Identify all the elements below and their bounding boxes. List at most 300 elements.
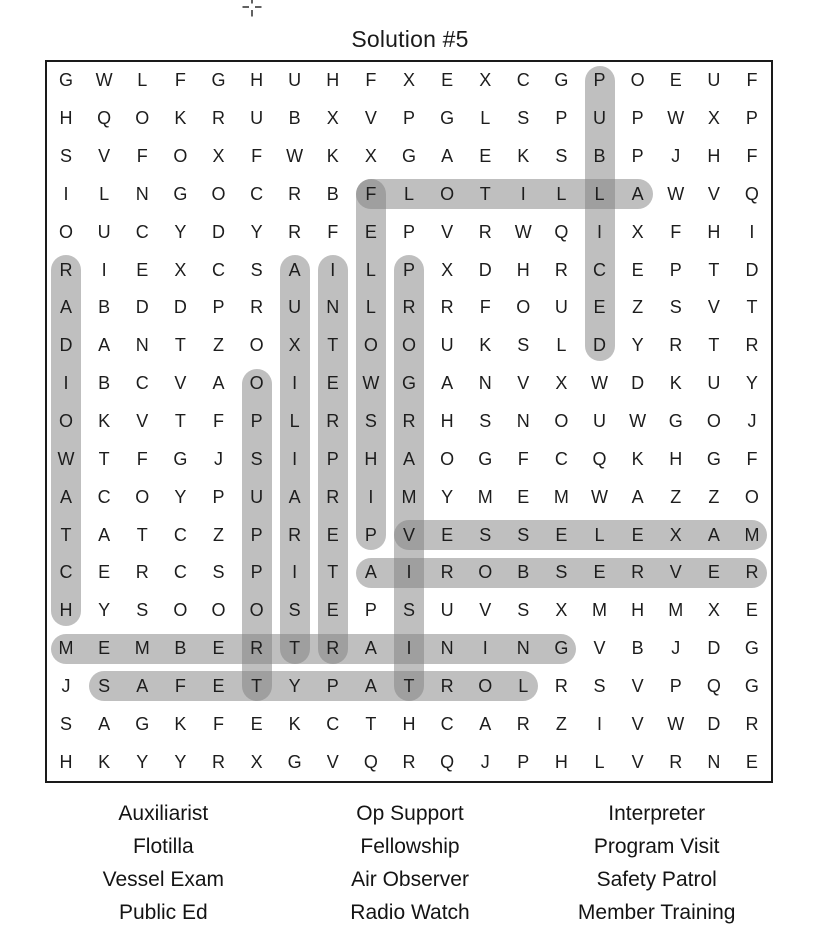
- grid-cell: A: [631, 183, 644, 204]
- grid-cell: A: [441, 373, 454, 394]
- grid-cell: R: [745, 562, 759, 583]
- grid-cell: T: [289, 638, 301, 659]
- grid-cell: R: [288, 221, 302, 242]
- grid-cell: E: [326, 373, 339, 394]
- grid-cell: M: [553, 486, 569, 507]
- grid-cell: O: [59, 410, 74, 431]
- grid-cell: V: [364, 108, 377, 129]
- grid-cell: F: [251, 146, 263, 167]
- grid-cell: W: [667, 183, 685, 204]
- grid-cell: P: [669, 259, 682, 280]
- grid-cell: E: [631, 524, 644, 545]
- grid-cell: V: [517, 373, 530, 394]
- grid-cell: G: [401, 373, 416, 394]
- grid-cell: G: [287, 751, 302, 772]
- grid-cell: X: [707, 108, 720, 129]
- grid-cell: V: [593, 638, 606, 659]
- grid-cell: J: [480, 751, 490, 772]
- grid-cell: R: [326, 486, 340, 507]
- grid-cell: E: [479, 146, 492, 167]
- grid-cell: G: [211, 70, 226, 91]
- grid-cell: F: [517, 448, 529, 469]
- grid-cell: H: [59, 600, 73, 621]
- grid-cell: P: [326, 675, 339, 696]
- grid-cell: U: [97, 221, 111, 242]
- grid-cell: P: [212, 297, 225, 318]
- word-list-item: Auxiliarist: [118, 802, 209, 825]
- grid-cell: O: [630, 70, 645, 91]
- grid-cell: S: [517, 108, 530, 129]
- grid-cell: A: [212, 373, 225, 394]
- grid-cell: F: [136, 448, 148, 469]
- grid-cell: S: [517, 600, 530, 621]
- grid-cell: X: [479, 70, 492, 91]
- grid-cell: O: [363, 335, 378, 356]
- grid-cell: H: [326, 70, 340, 91]
- grid-cell: D: [707, 713, 721, 734]
- grid-cell: U: [707, 70, 721, 91]
- grid-cell: E: [669, 70, 682, 91]
- grid-cell: F: [174, 70, 186, 91]
- grid-cell: K: [669, 373, 682, 394]
- word-list: [40, 797, 780, 929]
- grid-cell: O: [440, 448, 455, 469]
- grid-cell: C: [250, 183, 264, 204]
- grid-cell: X: [402, 70, 415, 91]
- grid-cell: G: [478, 448, 493, 469]
- grid-cell: V: [707, 183, 720, 204]
- grid-cell: X: [174, 259, 187, 280]
- grid-cell: P: [364, 600, 377, 621]
- grid-cell: N: [478, 373, 492, 394]
- grid-cell: D: [135, 297, 149, 318]
- grid-cell: T: [746, 297, 758, 318]
- grid-cell: C: [135, 221, 149, 242]
- grid-cell: G: [554, 70, 569, 91]
- grid-cell: X: [707, 600, 720, 621]
- grid-cell: R: [135, 562, 149, 583]
- grid-cell: H: [669, 448, 683, 469]
- grid-cell: M: [744, 524, 760, 545]
- grid-cell: I: [330, 259, 336, 280]
- grid-cell: V: [326, 751, 339, 772]
- grid-cell: G: [554, 638, 569, 659]
- grid-cell: L: [99, 183, 110, 204]
- grid-cell: O: [173, 146, 188, 167]
- grid-cell: O: [706, 410, 721, 431]
- grid-cell: N: [440, 638, 454, 659]
- grid-cell: Z: [212, 524, 224, 545]
- grid-cell: L: [480, 108, 491, 129]
- grid-cell: I: [292, 373, 298, 394]
- grid-cell: V: [98, 146, 111, 167]
- grid-cell: D: [631, 373, 645, 394]
- grid-cell: T: [479, 183, 491, 204]
- grid-cell: G: [173, 448, 188, 469]
- grid-cell: F: [670, 221, 682, 242]
- grid-cell: W: [95, 70, 113, 91]
- grid-cell: S: [593, 675, 606, 696]
- grid-cell: Y: [98, 600, 111, 621]
- grid-cell: S: [479, 410, 492, 431]
- word-list-item: Fellowship: [360, 835, 460, 858]
- grid-cell: U: [250, 108, 264, 129]
- grid-cell: P: [212, 486, 225, 507]
- grid-cell: P: [631, 108, 644, 129]
- grid-cell: R: [440, 675, 454, 696]
- grid-cell: C: [173, 562, 187, 583]
- grid-cell: A: [60, 297, 73, 318]
- grid-cell: E: [326, 600, 339, 621]
- word-list-column-2: [287, 797, 534, 929]
- grid-cell: O: [249, 373, 264, 394]
- grid-cell: B: [631, 638, 644, 659]
- grid-cell: T: [708, 335, 720, 356]
- grid-cell: L: [518, 675, 529, 696]
- grid-cell: B: [593, 146, 606, 167]
- grid-cell: Y: [250, 221, 263, 242]
- grid-cell: O: [173, 600, 188, 621]
- grid-cell: U: [288, 297, 302, 318]
- grid-cell: Q: [592, 448, 607, 469]
- grid-cell: U: [250, 486, 264, 507]
- grid-cell: O: [478, 675, 493, 696]
- grid-cell: S: [402, 600, 415, 621]
- grid-cell: R: [440, 297, 454, 318]
- grid-cell: X: [631, 221, 644, 242]
- grid-cell: B: [288, 108, 301, 129]
- grid-cell: L: [594, 524, 605, 545]
- word-search-grid: [45, 60, 773, 783]
- grid-cell: V: [441, 221, 454, 242]
- grid-cell: H: [402, 713, 416, 734]
- grid-cell: F: [365, 183, 377, 204]
- grid-cell: H: [250, 70, 264, 91]
- grid-cell: Y: [441, 486, 454, 507]
- grid-cell: D: [593, 335, 607, 356]
- grid-cell: G: [744, 638, 759, 659]
- grid-cell: I: [292, 562, 298, 583]
- grid-cell: R: [59, 259, 73, 280]
- grid-cell: I: [749, 221, 755, 242]
- grid-cell: R: [288, 524, 302, 545]
- grid-cell: M: [592, 600, 608, 621]
- grid-cell: N: [135, 335, 149, 356]
- grid-cell: L: [365, 297, 376, 318]
- grid-cell: G: [744, 675, 759, 696]
- grid-cell: P: [593, 70, 606, 91]
- grid-cell: X: [288, 335, 301, 356]
- grid-cell: F: [746, 448, 758, 469]
- grid-cell: C: [59, 562, 73, 583]
- word-list-item: Radio Watch: [350, 901, 470, 924]
- grid-cell: J: [671, 638, 681, 659]
- grid-cell: R: [554, 675, 568, 696]
- grid-cell: Y: [136, 751, 149, 772]
- grid-cell: R: [326, 410, 340, 431]
- grid-cell: R: [250, 297, 264, 318]
- grid-cell: X: [669, 524, 682, 545]
- word-list-column-1: [40, 797, 287, 929]
- grid-cell: C: [211, 259, 225, 280]
- grid-cell: D: [59, 335, 73, 356]
- grid-cell: L: [403, 183, 414, 204]
- grid-cell: G: [135, 713, 150, 734]
- grid-cell: H: [554, 751, 568, 772]
- grid-cell: S: [669, 297, 682, 318]
- grid-cell: K: [98, 751, 111, 772]
- grid-cell: M: [58, 638, 74, 659]
- grid-cell: Z: [670, 486, 682, 507]
- grid-cell: W: [57, 448, 75, 469]
- grid-cell: S: [364, 410, 377, 431]
- grid-cell: X: [555, 373, 568, 394]
- grid-cell: U: [707, 373, 721, 394]
- grid-cell: I: [63, 373, 69, 394]
- grid-cell: A: [707, 524, 720, 545]
- grid-cell: S: [98, 675, 111, 696]
- grid-cell: R: [250, 638, 264, 659]
- grid-cell: O: [478, 562, 493, 583]
- grid-cell: B: [98, 373, 111, 394]
- grid-cell: X: [212, 146, 225, 167]
- grid-cell: V: [631, 751, 644, 772]
- grid-cell: C: [326, 713, 340, 734]
- grid-cell: D: [478, 259, 492, 280]
- grid-cell: J: [747, 410, 757, 431]
- grid-cell: P: [250, 410, 263, 431]
- grid-cell: L: [137, 70, 148, 91]
- grid-cell: W: [362, 373, 380, 394]
- grid-cell: F: [136, 146, 148, 167]
- grid-cell: N: [326, 297, 340, 318]
- grid-cell: E: [98, 562, 111, 583]
- grid-cell: V: [631, 713, 644, 734]
- grid-cell: B: [98, 297, 111, 318]
- grid-cell: X: [555, 600, 568, 621]
- grid-cell: E: [555, 524, 568, 545]
- grid-cell: S: [517, 335, 530, 356]
- grid-cell: V: [136, 410, 149, 431]
- grid-cell: C: [516, 70, 530, 91]
- grid-cell: K: [174, 108, 187, 129]
- grid-cell: E: [136, 259, 149, 280]
- grid-cell: K: [288, 713, 301, 734]
- grid-cell: Z: [708, 486, 720, 507]
- grid-cell: N: [516, 410, 530, 431]
- grid-cell: I: [368, 486, 374, 507]
- grid-cell: T: [174, 410, 186, 431]
- grid-cell: O: [249, 600, 264, 621]
- grid-cell: O: [554, 410, 569, 431]
- grid-cell: H: [364, 448, 378, 469]
- grid-cell: Q: [97, 108, 112, 129]
- grid-cell: E: [631, 259, 644, 280]
- grid-cell: I: [597, 221, 603, 242]
- word-list-item: Flotilla: [132, 835, 194, 858]
- grid-cell: T: [365, 713, 377, 734]
- grid-cell: Q: [554, 221, 569, 242]
- grid-cell: G: [401, 146, 416, 167]
- grid-cell: J: [671, 146, 681, 167]
- grid-cell: T: [98, 448, 110, 469]
- grid-cell: O: [440, 183, 455, 204]
- grid-cell: R: [402, 751, 416, 772]
- grid-cell: P: [326, 448, 339, 469]
- grid-cell: K: [98, 410, 111, 431]
- grid-cell: A: [98, 335, 111, 356]
- grid-cell: T: [403, 675, 415, 696]
- grid-cell: E: [250, 713, 263, 734]
- grid-cell: R: [669, 335, 683, 356]
- grid-cell: H: [440, 410, 454, 431]
- grid-cell: X: [364, 146, 377, 167]
- grid-cell: F: [479, 297, 491, 318]
- grid-cell: P: [402, 259, 415, 280]
- grid-cell: S: [212, 562, 225, 583]
- grid-cell: G: [173, 183, 188, 204]
- grid-cell: A: [364, 562, 377, 583]
- grid-cell: T: [251, 675, 263, 696]
- grid-cell: H: [59, 108, 73, 129]
- grid-cell: N: [135, 183, 149, 204]
- grid-cell: R: [745, 335, 759, 356]
- grid-cell: F: [212, 713, 224, 734]
- grid-cell: I: [406, 562, 412, 583]
- grid-cell: I: [597, 713, 603, 734]
- grid-cell: B: [517, 562, 530, 583]
- grid-cell: H: [707, 221, 721, 242]
- grid-cell: I: [520, 183, 526, 204]
- grid-cell: Y: [631, 335, 644, 356]
- grid-cell: W: [286, 146, 304, 167]
- grid-cell: C: [554, 448, 568, 469]
- grid-cell: P: [250, 562, 263, 583]
- grid-cell: R: [554, 259, 568, 280]
- grid-cell: F: [327, 221, 339, 242]
- grid-cell: A: [364, 638, 377, 659]
- grid-cell: A: [98, 524, 111, 545]
- grid-cell: E: [745, 751, 758, 772]
- grid-cell: O: [211, 183, 226, 204]
- grid-cell: M: [477, 486, 493, 507]
- grid-cell: R: [478, 221, 492, 242]
- grid-cell: V: [669, 562, 682, 583]
- grid-cell: Z: [212, 335, 224, 356]
- grid-cell: M: [668, 600, 684, 621]
- grid-cell: V: [707, 297, 720, 318]
- grid-cell: R: [288, 183, 302, 204]
- grid-cell: W: [514, 221, 532, 242]
- grid-cell: C: [173, 524, 187, 545]
- grid-cell: K: [517, 146, 530, 167]
- grid-cell: O: [516, 297, 531, 318]
- grid-cell: A: [288, 259, 301, 280]
- grid-cell: E: [212, 638, 225, 659]
- grid-cell: Y: [174, 486, 187, 507]
- word-list-column-3: [533, 797, 780, 929]
- grid-cell: C: [97, 486, 111, 507]
- grid-cell: S: [250, 448, 263, 469]
- grid-cell: H: [631, 600, 645, 621]
- grid-cell: D: [211, 221, 225, 242]
- grid-cell: H: [707, 146, 721, 167]
- grid-cell: Q: [706, 675, 721, 696]
- grid-cell: W: [629, 410, 647, 431]
- grid-cell: W: [591, 486, 609, 507]
- grid-cell: H: [59, 751, 73, 772]
- grid-cell: B: [326, 183, 339, 204]
- grid-cell: E: [593, 297, 606, 318]
- grid-cell: M: [401, 486, 417, 507]
- grid-cell: P: [745, 108, 758, 129]
- grid-cell: R: [631, 562, 645, 583]
- grid-cell: Y: [288, 675, 301, 696]
- grid-cell: G: [668, 410, 683, 431]
- grid-cell: B: [174, 638, 187, 659]
- grid-cell: F: [746, 70, 758, 91]
- grid-cell: C: [440, 713, 454, 734]
- grid-cell: V: [174, 373, 187, 394]
- grid-cell: L: [594, 183, 605, 204]
- grid-cell: A: [98, 713, 111, 734]
- grid-cell: I: [63, 183, 69, 204]
- grid-cell: T: [136, 524, 148, 545]
- grid-cell: P: [669, 675, 682, 696]
- grid-cell: L: [556, 183, 567, 204]
- grid-cell: R: [402, 410, 416, 431]
- grid-cell: E: [212, 675, 225, 696]
- grid-cell: D: [173, 297, 187, 318]
- letter-grid: [47, 62, 771, 781]
- grid-cell: K: [479, 335, 492, 356]
- grid-cell: Q: [744, 183, 759, 204]
- grid-cell: P: [364, 524, 377, 545]
- word-list-item: Air Observer: [351, 868, 469, 891]
- grid-cell: R: [326, 638, 340, 659]
- grid-cell: C: [135, 373, 149, 394]
- grid-cell: Y: [745, 373, 758, 394]
- grid-cell: K: [174, 713, 187, 734]
- grid-cell: E: [745, 600, 758, 621]
- grid-cell: I: [101, 259, 107, 280]
- grid-cell: S: [60, 146, 73, 167]
- grid-cell: O: [744, 486, 759, 507]
- word-list-item: Public Ed: [118, 901, 208, 924]
- grid-cell: E: [593, 562, 606, 583]
- grid-cell: Q: [363, 751, 378, 772]
- grid-cell: I: [292, 448, 298, 469]
- grid-cell: L: [594, 751, 605, 772]
- grid-cell: V: [479, 600, 492, 621]
- grid-cell: E: [517, 486, 530, 507]
- grid-cell: U: [593, 108, 607, 129]
- grid-cell: Z: [632, 297, 644, 318]
- grid-cell: S: [479, 524, 492, 545]
- grid-cell: A: [479, 713, 492, 734]
- grid-cell: N: [707, 751, 721, 772]
- grid-cell: Q: [440, 751, 455, 772]
- grid-cell: H: [516, 259, 530, 280]
- grid-cell: A: [441, 146, 454, 167]
- grid-cell: R: [211, 751, 225, 772]
- grid-cell: L: [365, 259, 376, 280]
- grid-cell: O: [135, 108, 150, 129]
- grid-cell: R: [440, 562, 454, 583]
- grid-cell: G: [706, 448, 721, 469]
- grid-cell: R: [745, 713, 759, 734]
- grid-cell: E: [441, 524, 454, 545]
